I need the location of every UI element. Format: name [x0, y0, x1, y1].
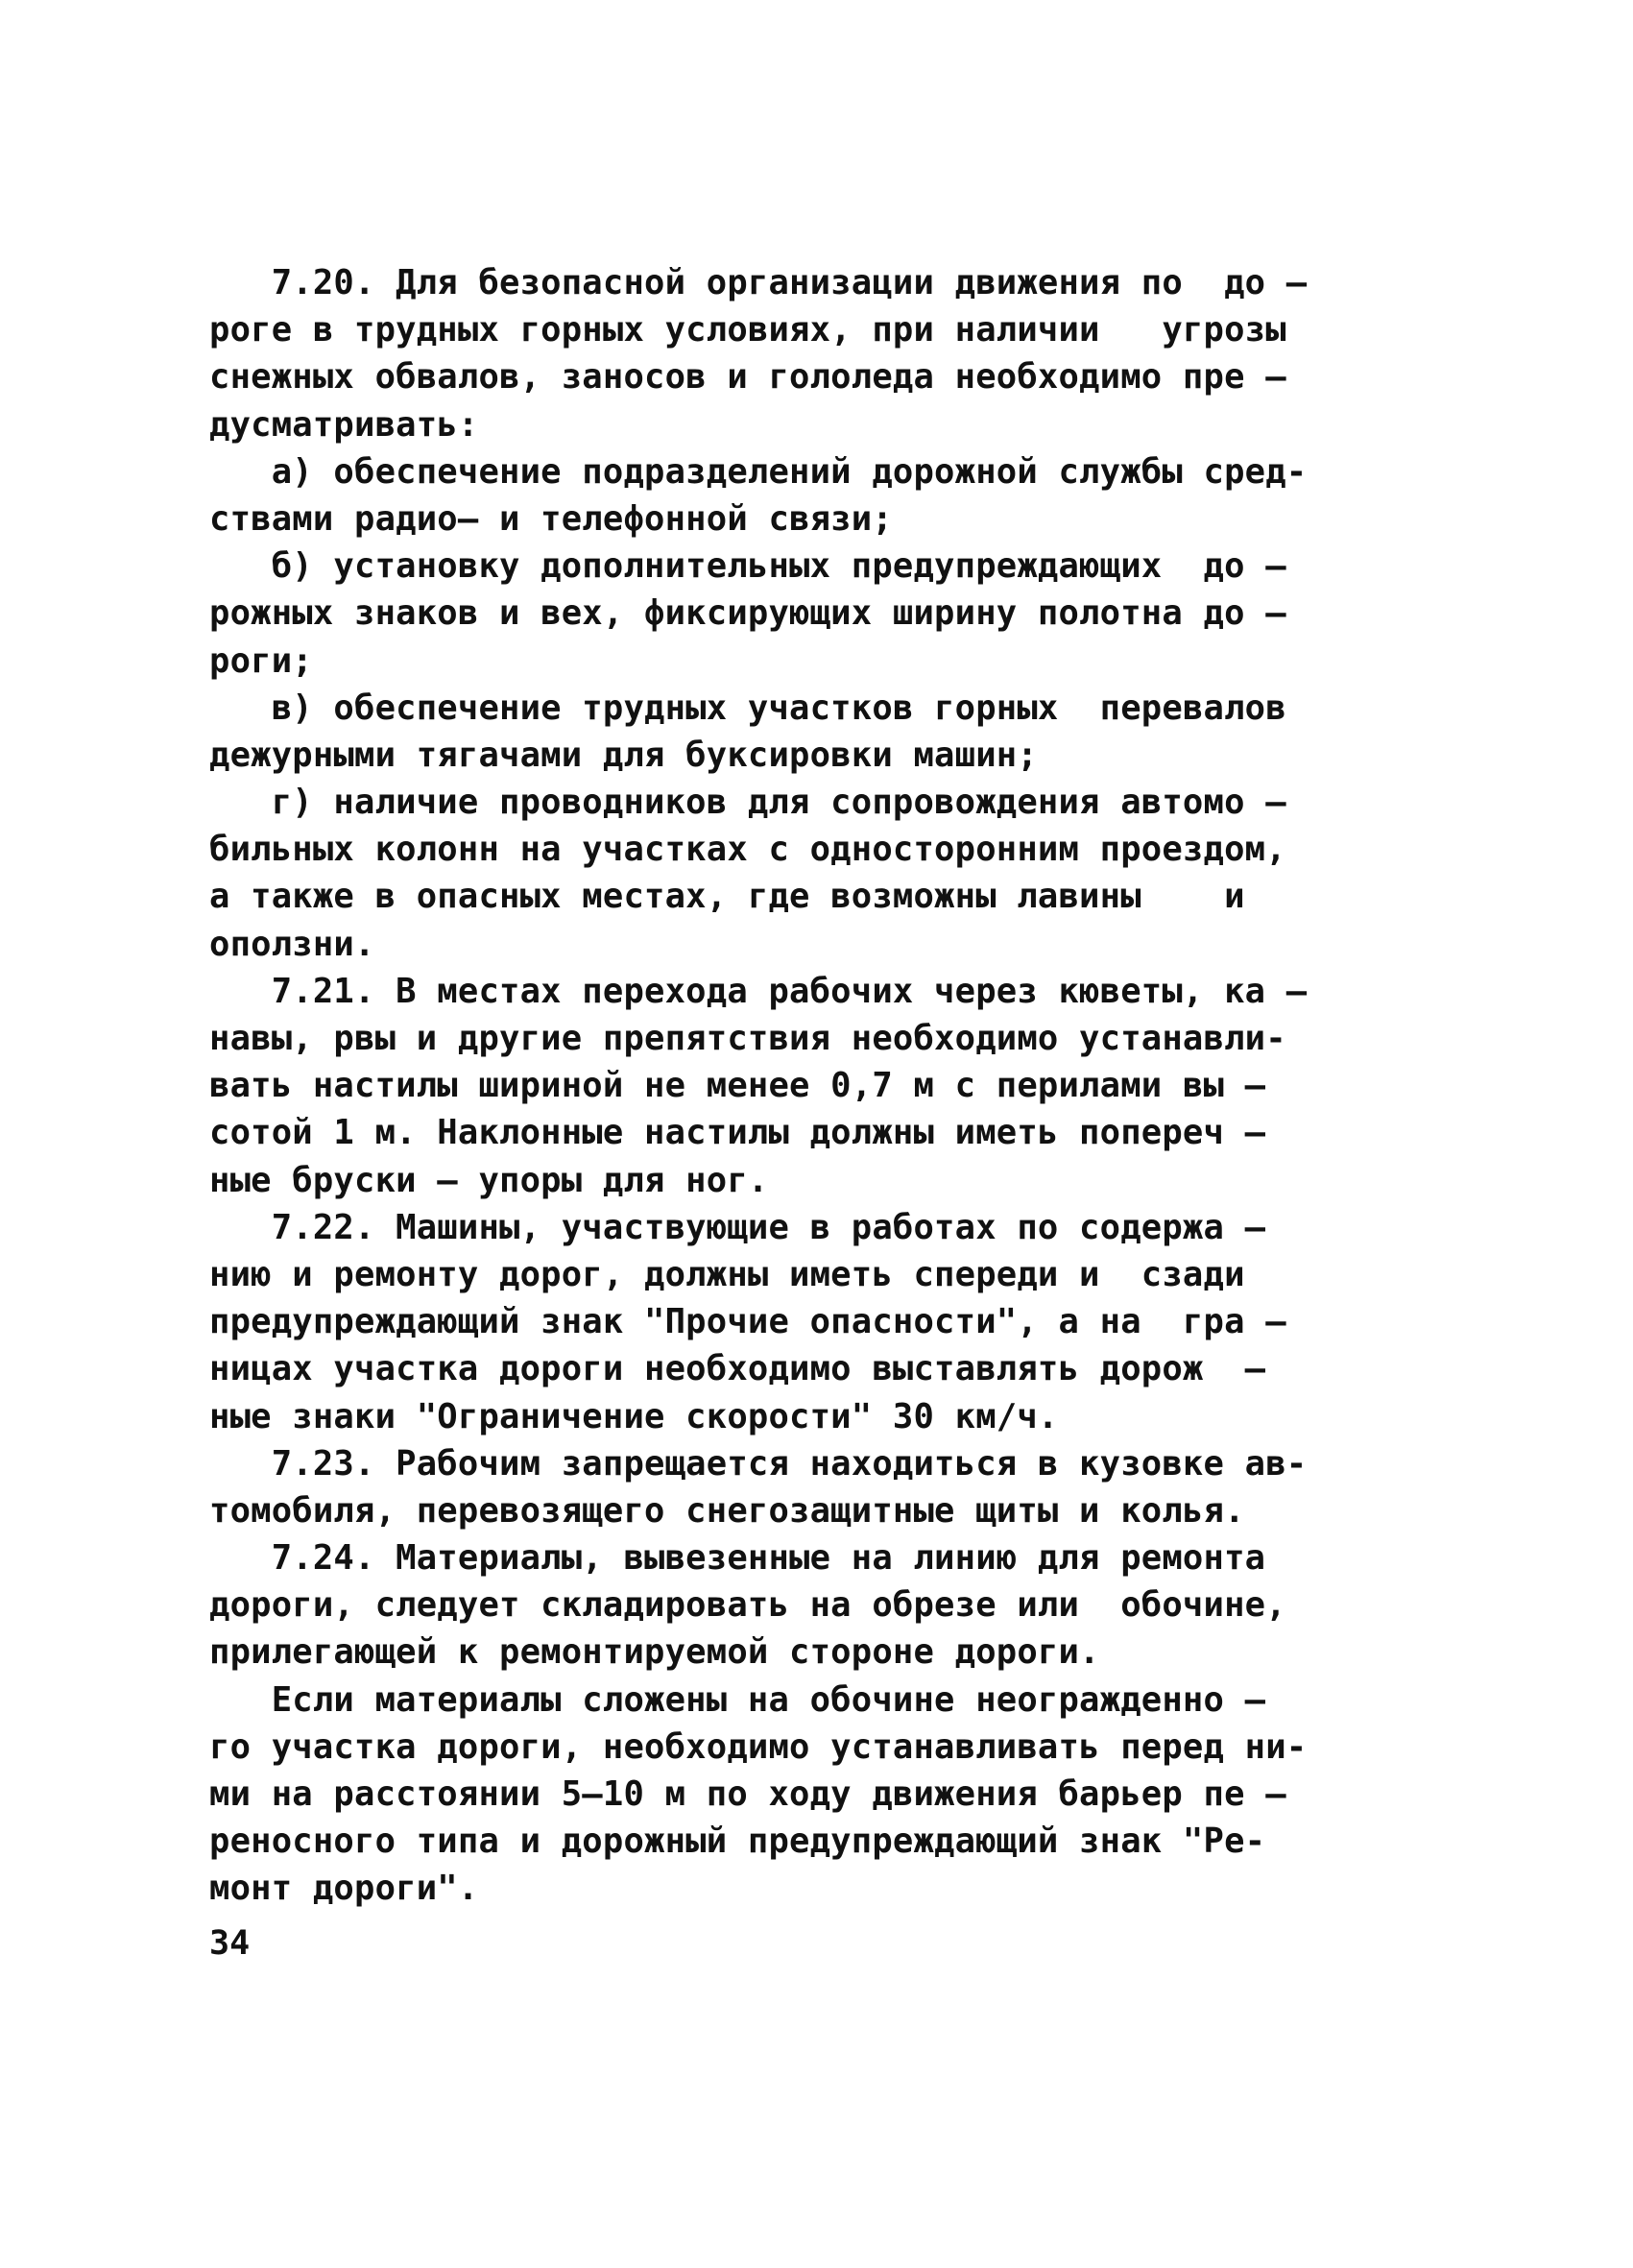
text-line: Если материалы сложены на обочине неогражденно – [209, 1679, 1266, 1720]
text-line: монт дороги". [209, 1869, 479, 1909]
text-line: 7.21. В местах перехода рабочих через кюветы, ка – [209, 971, 1308, 1011]
text-line: 7.20. Для безопасной организации движения по до – [209, 263, 1308, 302]
text-line: ствами радио– и телефонной связи; [209, 498, 893, 539]
text-line: предупреждающий знак "Прочие опасности", а на гра – [209, 1302, 1286, 1342]
text-line: 7.22. Машины, участвующие в работах по содержа – [209, 1207, 1266, 1247]
text-line: дежурными тягачами для буксировки машин; [209, 735, 1038, 775]
text-line: а) обеспечение подразделений дорожной службы сред- [209, 451, 1308, 492]
text-line: дусматривать: [209, 404, 479, 445]
text-line: реносного типа и дорожный предупреждающий знак "Ре- [209, 1822, 1266, 1862]
text-line: б) установку дополнительных предупреждающих до – [209, 546, 1286, 587]
text-line: г) наличие проводников для сопровождения автомо – [209, 783, 1286, 823]
text-line: нию и ремонту дорог, должны иметь спереди и сзади [209, 1254, 1245, 1294]
text-line: томобиля, перевозящего снегозащитные щиты и колья. [209, 1490, 1245, 1531]
text-line: рожных знаков и вех, фиксирующих ширину полотна до – [209, 593, 1286, 634]
text-line: роге в трудных горных условиях, при наличии угрозы [209, 310, 1286, 350]
text-line: в) обеспечение трудных участков горных перевалов [209, 688, 1286, 728]
text-line: роги; [209, 640, 313, 681]
text-line: бильных колонн на участках с односторонним проездом, [209, 830, 1286, 870]
text-line: го участка дороги, необходимо устанавливать перед ни- [209, 1726, 1308, 1767]
text-line: прилегающей к ремонтируемой стороне дороги. [209, 1632, 1100, 1673]
text-line: оползни. [209, 924, 375, 964]
text-line: навы, рвы и другие препятствия необходимо устанавли- [209, 1019, 1286, 1058]
page-number: 34 [209, 1924, 251, 1963]
text-line: вать настилы шириной не менее 0,7 м с перилами вы – [209, 1066, 1266, 1106]
text-line: ми на расстоянии 5–10 м по ходу движения барьер пе – [209, 1774, 1286, 1814]
text-line: ные бруски – упоры для ног. [209, 1160, 769, 1200]
text-line: а также в опасных местах, где возможны лавины и [209, 877, 1245, 917]
text-line: ницах участка дороги необходимо выставлять дорож – [209, 1349, 1266, 1389]
text-line: ные знаки "Ограничение скорости" 30 км/ч. [209, 1396, 1059, 1436]
text-line: дороги, следует складировать на обрезе или обочине, [209, 1585, 1286, 1626]
text-line: 7.23. Рабочим запрещается находиться в кузовке ав- [209, 1443, 1308, 1484]
text-line: снежных обвалов, заносов и гололеда необходимо пре – [209, 357, 1286, 398]
text-line: сотой 1 м. Наклонные настилы должны иметь попереч – [209, 1113, 1266, 1153]
text-line: 7.24. Материалы, вывезенные на линию для ремонта [209, 1538, 1266, 1579]
body-text [209, 259, 1427, 1913]
